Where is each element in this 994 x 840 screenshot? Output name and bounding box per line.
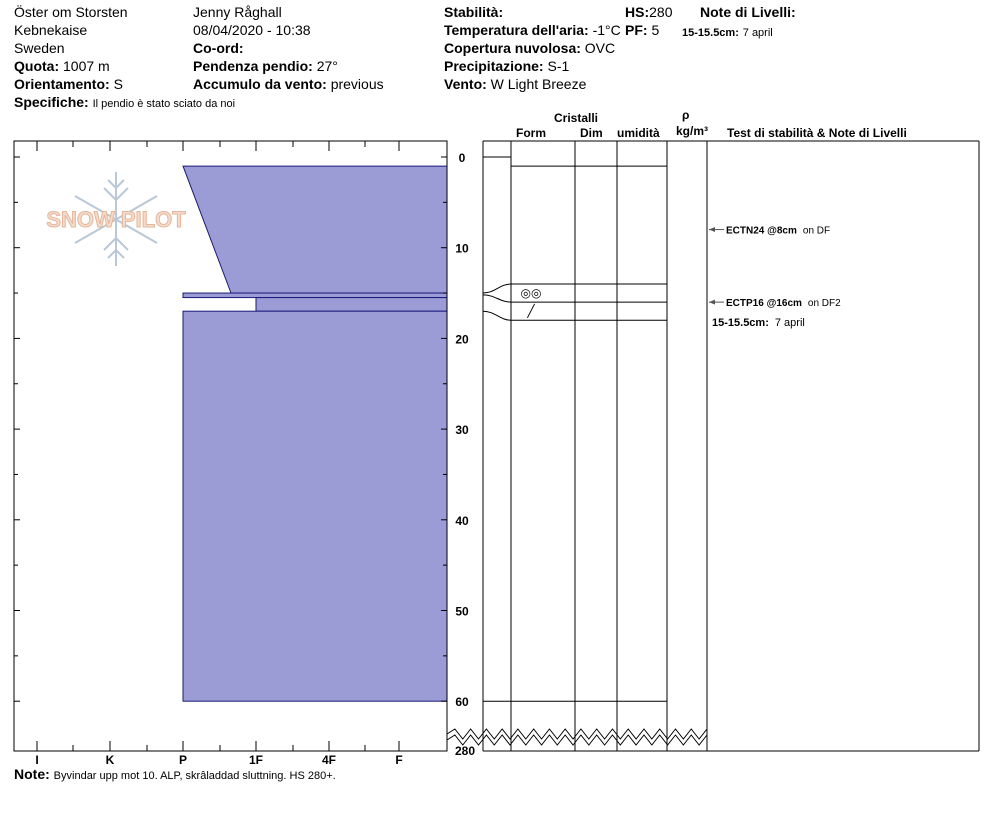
hardness-label-F: F [395, 753, 403, 767]
hardness-layer-1 [183, 293, 447, 298]
stability-test-0 [726, 226, 830, 237]
slope-label: Pendenza pendio: [193, 58, 313, 74]
pf-value: 5 [651, 22, 660, 38]
break-zigzag-bottom [447, 735, 707, 745]
stability-arrow-head-0 [709, 227, 715, 232]
header-layer-note-text: 7 april [742, 27, 773, 39]
elevation-label: Quota: [14, 58, 60, 74]
observer: Jenny Råghall [193, 4, 282, 20]
aspect-value: S [113, 76, 123, 92]
grain-symbol-0: ◎◎ [520, 286, 542, 301]
depth-label-0: 0 [458, 151, 466, 165]
moisture-header: umidità [617, 126, 660, 140]
precip-label: Precipitazione: [444, 58, 544, 74]
connector-16 [483, 295, 511, 302]
stability-label: Stabilità: [444, 4, 504, 20]
depth-label-40: 40 [455, 513, 469, 528]
form-header: Form [516, 126, 546, 140]
wind-loading-value: previous [330, 76, 384, 92]
cloud-label: Copertura nuvolosa: [444, 40, 581, 56]
stability-notes-header: Test di stabilità & Note di Livelli [727, 126, 907, 140]
coord-label: Co-ord: [193, 40, 244, 56]
depth-label-50: 50 [455, 604, 469, 619]
hardness-label-1F: 1F [248, 753, 264, 767]
hardness-layer-3 [183, 311, 447, 701]
depth-label-20: 20 [455, 332, 469, 347]
air-temp-value: -1°C [592, 22, 621, 38]
layer-note [712, 317, 805, 329]
wind-value: W Light Breeze [490, 76, 587, 92]
slope-value: 27° [316, 58, 338, 74]
air-temp-label: Temperatura dell'aria: [444, 22, 589, 38]
depth-label-10: 10 [455, 241, 469, 256]
stability-test-1 [726, 298, 841, 309]
crystals-header: Cristalli [554, 111, 599, 125]
stability-test-note-1: on DF2 [807, 298, 841, 310]
country: Sweden [14, 40, 65, 56]
connector-14 [483, 284, 511, 293]
specifics-value: Il pendio è stato sciato da noi [92, 98, 236, 110]
precip-value: S-1 [547, 58, 570, 74]
footer-note-text: Byvindar upp mot 10. ALP, skrâladdad sluttning. HS 280+. [53, 770, 336, 782]
pf-label: PF: [625, 22, 648, 38]
depth-label-30: 30 [455, 423, 469, 438]
grain-symbol-1: ╱ [527, 304, 535, 319]
wind-loading-label: Accumulo da vento: [193, 76, 327, 92]
footer-note [14, 766, 336, 783]
footer-note-label: Note: [14, 766, 50, 782]
stability-test-note-0: on DF [802, 225, 831, 237]
location: Öster om Storsten [14, 4, 128, 20]
depth-label-60: 60 [455, 695, 469, 710]
connector-18 [483, 311, 511, 320]
wind-label: Vento: [444, 76, 487, 92]
hardness-layer-2 [256, 298, 447, 312]
layer-note-text: 7 april [774, 317, 805, 329]
elevation-value: 1007 m [63, 58, 110, 74]
cloud-value: OVC [584, 40, 616, 56]
hs-value: 280 [649, 4, 673, 20]
hardness-label-P: P [178, 753, 188, 767]
layer-note-depth: 15-15.5cm: [712, 317, 769, 329]
layer-notes-label: Note di Livelli: [700, 4, 796, 20]
header-layer-note-depth: 15-15.5cm: [682, 27, 739, 39]
rho-header: ρ [682, 108, 690, 122]
density-unit-header: kg/m³ [676, 124, 709, 138]
datetime: 08/04/2020 - 10:38 [193, 22, 311, 38]
hardness-layer-0 [183, 166, 447, 293]
hardness-label-I: I [35, 753, 39, 767]
dim-header: Dim [580, 126, 603, 140]
region: Kebnekaise [14, 22, 88, 38]
hardness-label-4F: 4F [321, 753, 337, 767]
hs-label: HS: [625, 4, 650, 20]
stability-arrow-head-1 [709, 300, 715, 305]
stability-test-name-0: ECTN24 @8cm [726, 225, 797, 237]
depth-label-bottom: 280 [454, 744, 476, 758]
specifics-label: Specifiche: [14, 94, 89, 110]
aspect-label: Orientamento: [14, 76, 110, 92]
break-zigzag-top [447, 729, 707, 739]
stability-test-name-1: ECTP16 @16cm [726, 298, 802, 310]
hardness-label-K: K [105, 753, 115, 767]
logo-text: SNOW PILOT [46, 207, 186, 232]
